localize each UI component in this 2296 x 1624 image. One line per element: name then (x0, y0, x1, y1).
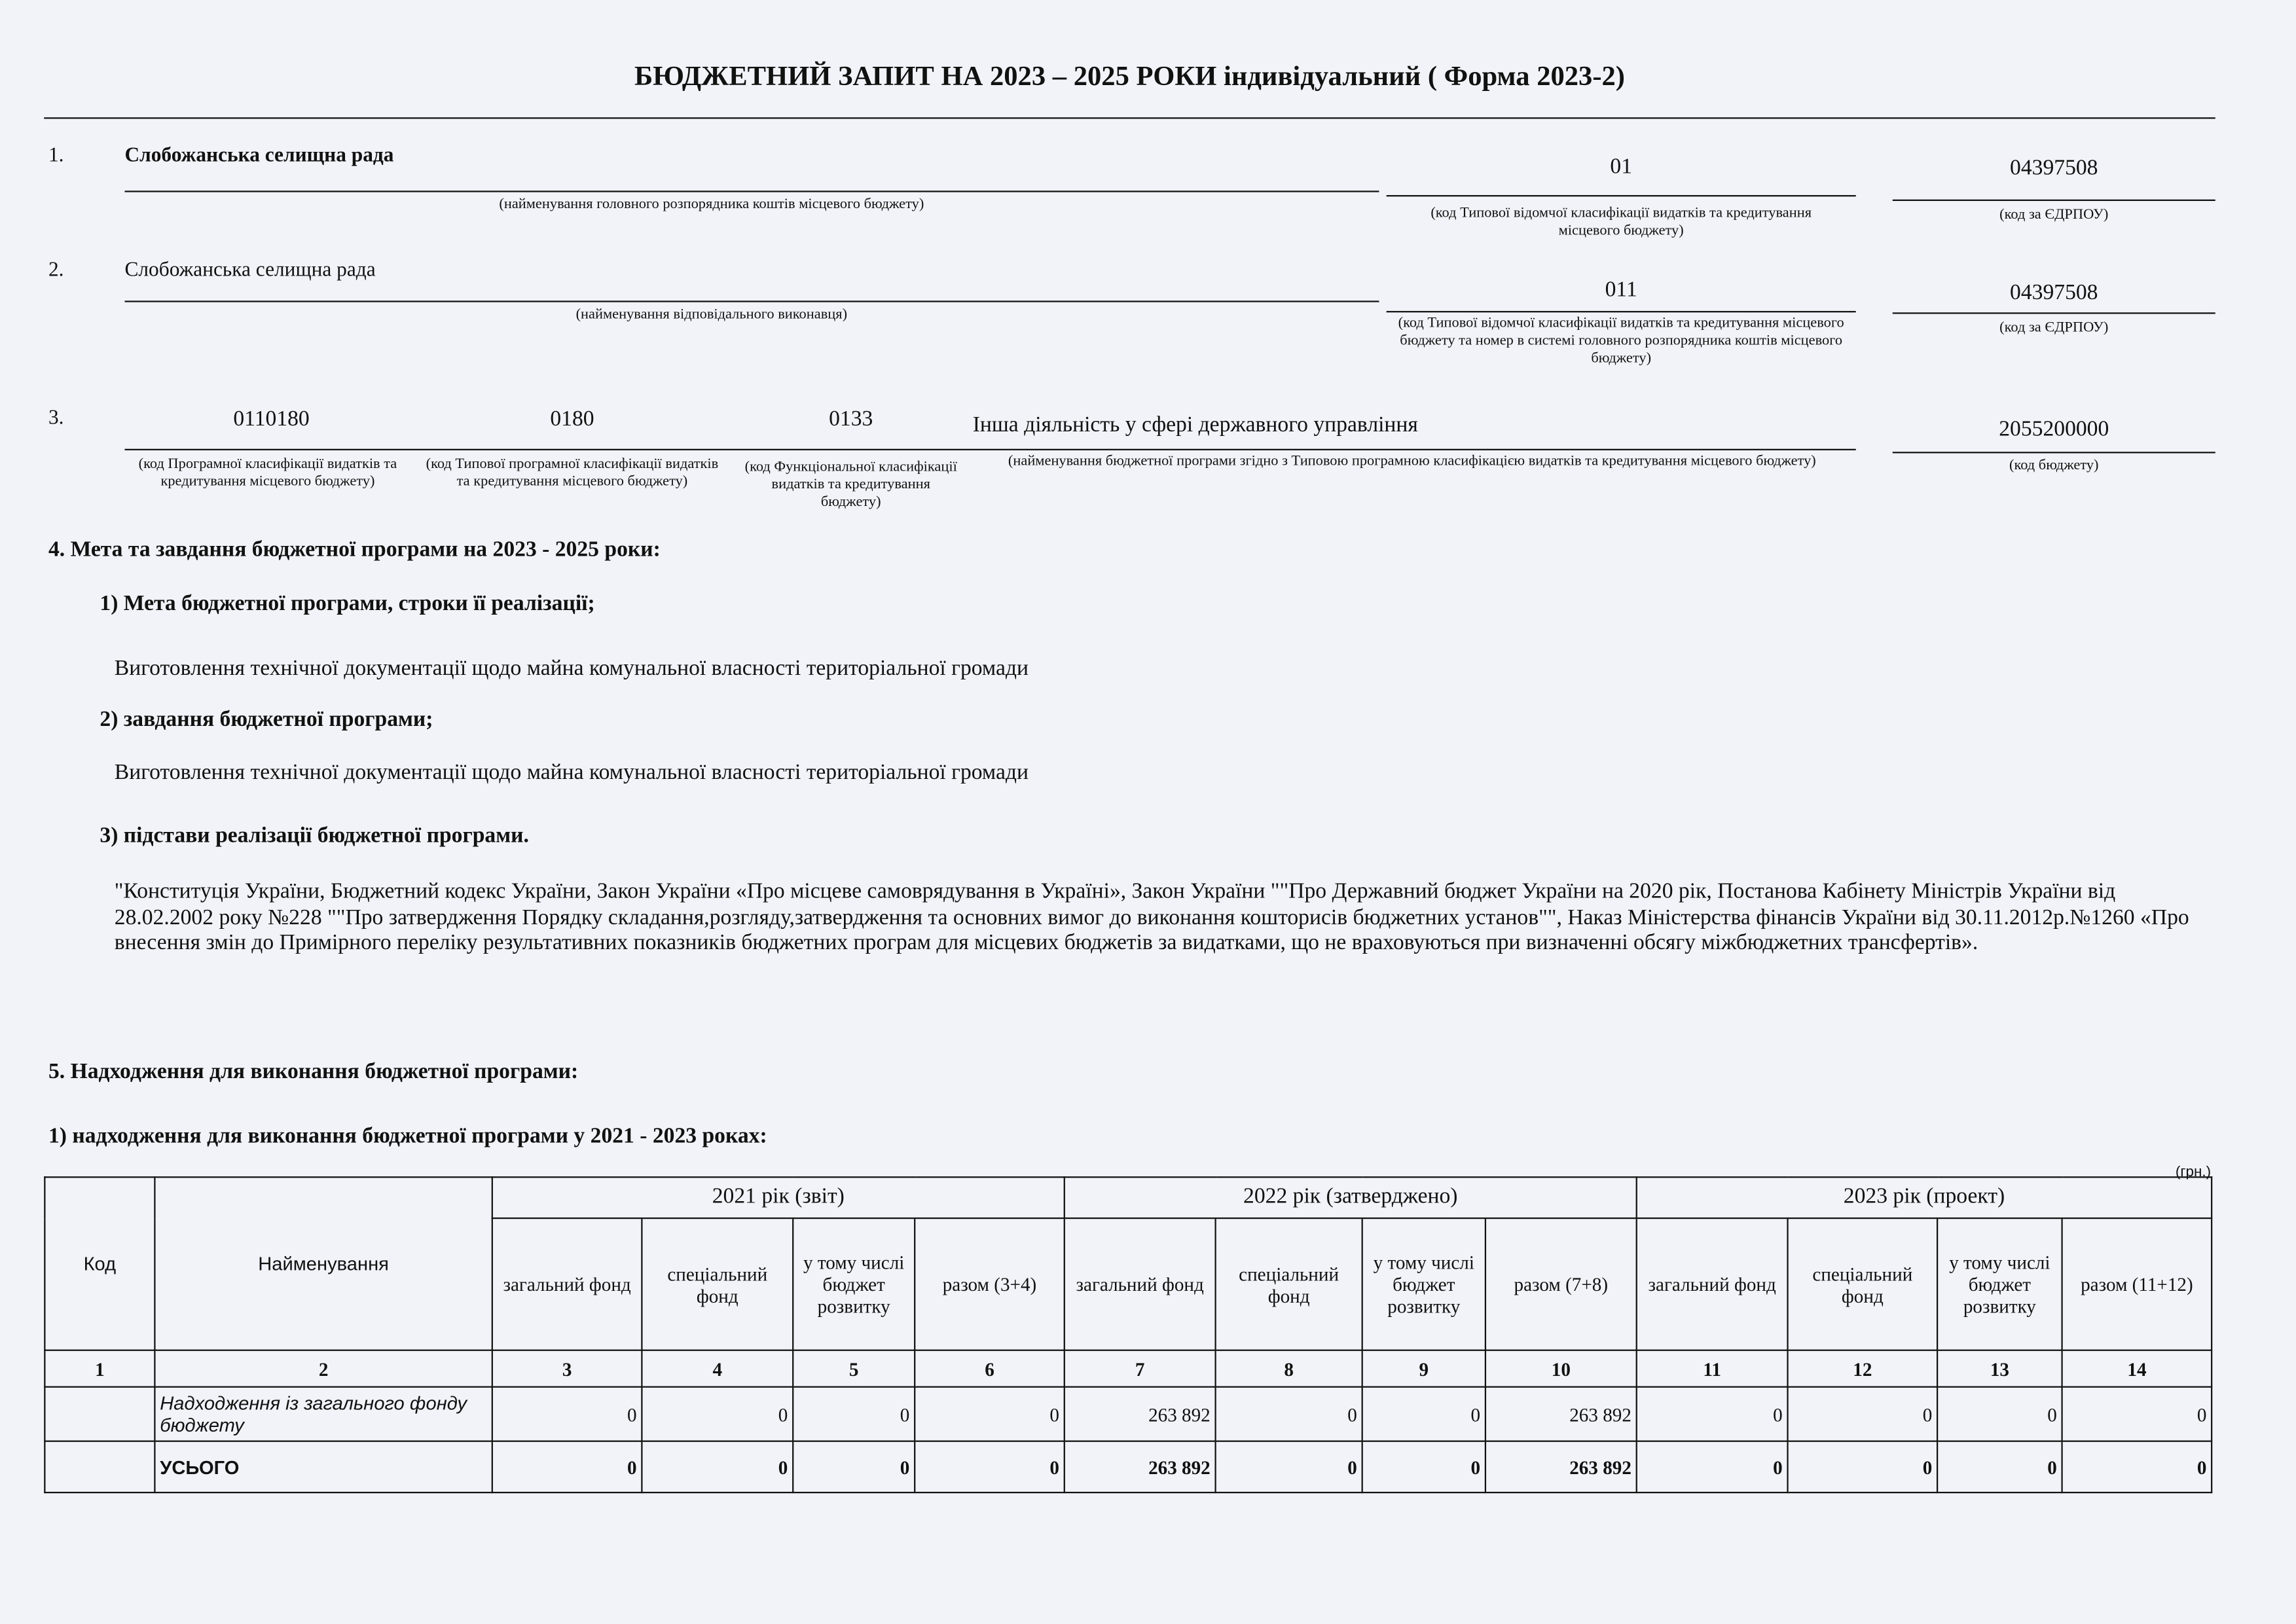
row-value: 0 (793, 1441, 915, 1492)
row-value: 0 (1637, 1441, 1788, 1492)
row-value: 0 (2062, 1441, 2212, 1492)
program-name-caption: (найменування бюджетної програми згідно з Типовою програмною класифікацією видатків та кредитування місцевого бюджету) (1008, 453, 1816, 470)
underline (1893, 312, 2215, 314)
executor-code-caption: (код Типової відомчої класифікації видатків та кредитування місцевого бюджету та номер в системі головного розпорядника коштів місцевого бюджету) (1398, 315, 1844, 367)
item-number: 2. (48, 259, 64, 282)
row-value: 0 (793, 1387, 915, 1441)
underline (124, 449, 1855, 450)
revenue-table (44, 1176, 2212, 1493)
program-code-caption: (код Програмної класифікації видатків та кредитування місцевого бюджету) (138, 456, 397, 490)
underline (1387, 311, 1856, 312)
program-name: Інша діяльність у сфері державного управління (972, 413, 1418, 437)
goal-heading: 1) Мета бюджетної програми, строки її реалізації; (100, 592, 595, 617)
row-value: 263 892 (1485, 1387, 1637, 1441)
column-number: 1 (45, 1350, 155, 1387)
row-value: 0 (1637, 1387, 1788, 1441)
row-value: 0 (492, 1441, 642, 1492)
basis-text: "Конституція України, Бюджетний кодекс України, Закон України «Про місцеве самоврядування в Україні», Закон України ""Про Державний бюджет України на 2020 рік, Постанова Кабінету Міністрів України від 28.02.2002 року №228 ""Про затвердження Порядку складання,розгляду,затвердження та основних вимог до виконання кошторисів бюджетних установ"", Наказ Міністерства фінансів України від 30.11.2012р.№1260 «Про внесення змін до Примірного переліку результативних показників бюджетних програм для місцевих бюджетів за видатками, що не враховуються при визначенні обсягу міжбюджетних трансфертів». (114, 880, 2189, 955)
goal-text: Виготовлення технічної документації щодо майна комунальної власності територіальної громади (114, 657, 1029, 681)
program-code: 0110180 (233, 407, 310, 431)
currency-unit: (грн.) (2175, 1164, 2212, 1181)
functional-code: 0133 (829, 407, 873, 431)
title-divider (44, 117, 2215, 118)
row-code (45, 1387, 155, 1441)
column-number: 2 (155, 1350, 492, 1387)
underline (124, 300, 1379, 302)
budget-code: 2055200000 (1999, 418, 2109, 442)
row-value: 0 (1788, 1387, 1938, 1441)
underline (1893, 452, 2215, 453)
column-number: 6 (915, 1350, 1065, 1387)
executor-caption: (найменування відповідального виконавця) (575, 306, 848, 323)
column-number: 9 (1362, 1350, 1485, 1387)
typical-program-code: 0180 (550, 407, 594, 431)
sub-header: у тому числі бюджет розвитку (1937, 1218, 2062, 1350)
column-number: 10 (1485, 1350, 1637, 1387)
item-number: 3. (48, 407, 64, 430)
row-value: 0 (642, 1387, 793, 1441)
sub-header: у тому числі бюджет розвитку (793, 1218, 915, 1350)
row-value: 0 (1788, 1441, 1938, 1492)
row-code (45, 1441, 155, 1492)
sub-header: загальний фонд (492, 1218, 642, 1350)
sub-header: у тому числі бюджет розвитку (1362, 1218, 1485, 1350)
sub-header: разом (11+12) (2062, 1218, 2212, 1350)
column-number: 8 (1216, 1350, 1362, 1387)
row-value: 0 (915, 1387, 1065, 1441)
row-value: 0 (1362, 1387, 1485, 1441)
underline (1387, 195, 1856, 196)
col-header-code: Код (45, 1177, 155, 1350)
basis-heading: 3) підстави реалізації бюджетної програми. (100, 824, 529, 848)
sub-header: спеціальний фонд (1788, 1218, 1938, 1350)
typical-code-caption: (код Типової програмної класифікації видатків та кредитування місцевого бюджету) (426, 456, 719, 490)
department-code: 01 (1610, 155, 1633, 179)
sub-header: разом (7+8) (1485, 1218, 1637, 1350)
main-manager-name: Слобожанська селищна рада (124, 145, 394, 168)
row-value: 0 (642, 1441, 793, 1492)
functional-code-caption: (код Функціональної класифікації видатків та кредитування бюджету) (744, 459, 957, 511)
sub-header: спеціальний фонд (642, 1218, 793, 1350)
executor-name: Слобожанська селищна рада (124, 259, 376, 282)
section-5-heading: 5. Надходження для виконання бюджетної програми: (48, 1060, 579, 1085)
row-value: 263 892 (1485, 1441, 1637, 1492)
budget-code-caption: (код бюджету) (2009, 458, 2099, 474)
row-name: Надходження із загального фонду бюджету (155, 1387, 492, 1441)
row-name: УСЬОГО (155, 1441, 492, 1492)
row-value: 263 892 (1065, 1387, 1216, 1441)
main-manager-caption: (найменування головного розпорядника коштів місцевого бюджету) (499, 196, 924, 213)
item-number: 1. (48, 145, 64, 168)
year-header: 2021 рік (звіт) (492, 1177, 1065, 1218)
underline (124, 190, 1379, 192)
section-4-heading: 4. Мета та завдання бюджетної програми на 2023 - 2025 роки: (48, 538, 661, 562)
column-number: 5 (793, 1350, 915, 1387)
column-number: 4 (642, 1350, 793, 1387)
sub-header: загальний фонд (1065, 1218, 1216, 1350)
sub-header: разом (3+4) (915, 1218, 1065, 1350)
edrpou-caption: (код за ЄДРПОУ) (1999, 206, 2109, 223)
sub-header: спеціальний фонд (1216, 1218, 1362, 1350)
document-title: БЮДЖЕТНИЙ ЗАПИТ НА 2023 – 2025 РОКИ індивідуальний ( Форма 2023-2) (634, 62, 1626, 93)
row-value: 0 (1362, 1441, 1485, 1492)
department-code-caption: (код Типової відомчої класифікації видатків та кредитування місцевого бюджету) (1430, 205, 1812, 240)
row-value: 0 (1216, 1441, 1362, 1492)
sub-header: загальний фонд (1637, 1218, 1788, 1350)
task-text: Виготовлення технічної документації щодо майна комунальної власності територіальної громади (114, 761, 1029, 785)
table-row-total (45, 1441, 2212, 1492)
executor-edrpou-code: 04397508 (2010, 281, 2098, 306)
underline (1893, 200, 2215, 201)
revenue-subheading: 1) надходження для виконання бюджетної програми у 2021 - 2023 роках: (48, 1125, 767, 1149)
row-value: 0 (915, 1441, 1065, 1492)
column-number: 3 (492, 1350, 642, 1387)
column-number: 12 (1788, 1350, 1938, 1387)
executor-department-code: 011 (1605, 278, 1637, 302)
table-row (45, 1387, 2212, 1441)
row-value: 0 (2062, 1387, 2212, 1441)
column-number: 7 (1065, 1350, 1216, 1387)
column-number-row (45, 1350, 2212, 1387)
column-number: 13 (1937, 1350, 2062, 1387)
row-value: 0 (1937, 1387, 2062, 1441)
row-value: 0 (1216, 1387, 1362, 1441)
year-header: 2023 рік (проект) (1637, 1177, 2212, 1218)
year-header: 2022 рік (затверджено) (1065, 1177, 1637, 1218)
row-value: 0 (1937, 1441, 2062, 1492)
column-number: 14 (2062, 1350, 2212, 1387)
row-value: 263 892 (1065, 1441, 1216, 1492)
executor-edrpou-caption: (код за ЄДРПОУ) (1999, 319, 2109, 336)
task-heading: 2) завдання бюджетної програми; (100, 708, 433, 732)
col-header-name: Найменування (155, 1177, 492, 1350)
row-value: 0 (492, 1387, 642, 1441)
edrpou-code: 04397508 (2010, 156, 2098, 181)
column-number: 11 (1637, 1350, 1788, 1387)
